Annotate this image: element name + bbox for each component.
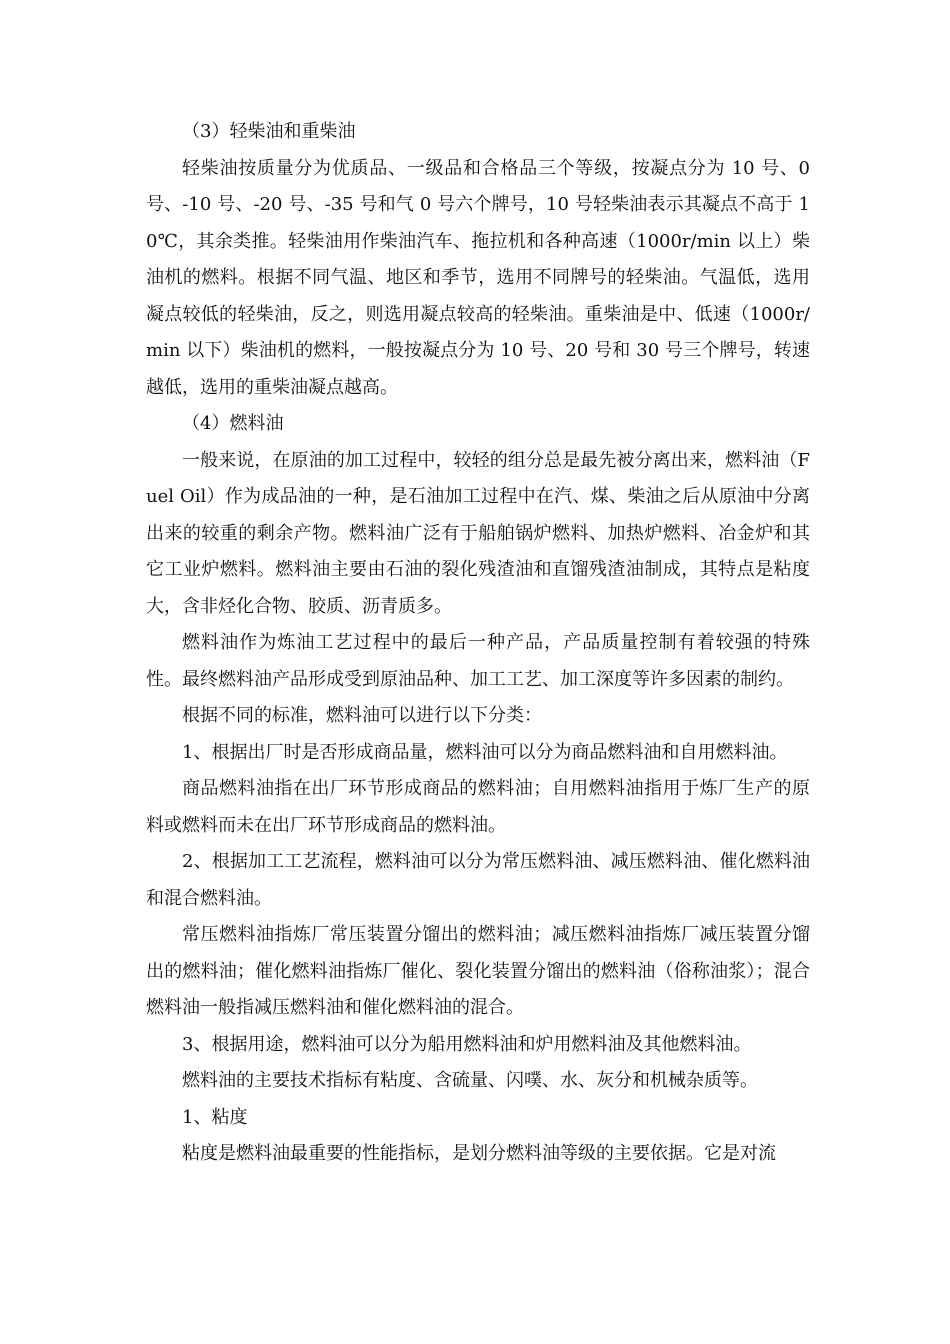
paragraph-classification-1-detail: 商品燃料油指在出厂环节形成商品的燃料油；自用燃料油指用于炼厂生产的原料或燃料而未在出厂环节形成商品的燃料油。: [146, 778, 810, 836]
paragraph-classification-2: 2、根据加工工艺流程，燃料油可以分为常压燃料油、减压燃料油、催化燃料油和混合燃料油。: [146, 851, 810, 909]
section-heading-light-heavy-diesel: （3）轻柴油和重柴油: [182, 121, 356, 142]
paragraph-viscosity: 粘度是燃料油最重要的性能指标，是划分燃料油等级的主要依据。它是对流: [182, 1143, 776, 1164]
paragraph-technical-indicators: 燃料油的主要技术指标有粘度、含硫量、闪噗、水、灰分和机械杂质等。: [182, 1070, 758, 1091]
paragraph-light-diesel: 轻柴油按质量分为优质品、一级品和合格品三个等级，按凝点分为 10 号、0 号、-10 号、-20 号、-35 号和气 0 号六个牌号，10 号轻柴油表示其凝点不高于 10℃，其余类推。轻柴油用作柴油汽车、拖拉机和各种高速（1000r/min 以上）柴油机的燃料。根据不同气温、地区和季节，选用不同牌号的轻柴油。气温低，选用凝点较低的轻柴油，反之，则选用凝点较高的轻柴油。重柴油是中、低速（1000r/min 以下）柴油机的燃料，一般按凝点分为 10 号、20 号和 30 号三个牌号，转速越低，选用的重柴油凝点越高。: [146, 157, 810, 398]
paragraph-fuel-oil-quality: 燃料油作为炼油工艺过程中的最后一种产品，产品质量控制有着较强的特殊性。最终燃料油产品形成受到原油品种、加工工艺、加工深度等许多因素的制约。: [146, 632, 810, 690]
paragraph-fuel-oil-intro: 一般来说，在原油的加工过程中，较轻的组分总是最先被分离出来，燃料油（Fuel Oil）作为成品油的一种，是石油加工过程中在汽、煤、柴油之后从原油中分离出来的较重的剩余产物。燃料油广泛有于船舶锅炉燃料、加热炉燃料、冶金炉和其它工业炉燃料。燃料油主要由石油的裂化残渣油和直馏残渣油制成，其特点是粘度大，含非烃化合物、胶质、沥青质多。: [146, 449, 810, 617]
paragraph-classification-2-detail: 常压燃料油指炼厂常压装置分馏出的燃料油；减压燃料油指炼厂减压装置分馏出的燃料油；催化燃料油指炼厂催化、裂化装置分馏出的燃料油（俗称油浆）；混合燃料油一般指减压燃料油和催化燃料油的混合。: [146, 924, 810, 1018]
paragraph-classification-3: 3、根据用途，燃料油可以分为船用燃料油和炉用燃料油及其他燃料油。: [182, 1033, 752, 1055]
paragraph-classification-intro: 根据不同的标准，燃料油可以进行以下分类：: [182, 705, 542, 726]
section-heading-fuel-oil: （4）燃料油: [182, 413, 284, 434]
paragraph-classification-1: 1、根据出厂时是否形成商品量，燃料油可以分为商品燃料油和自用燃料油。: [182, 741, 788, 763]
section-heading-viscosity: 1、粘度: [182, 1106, 248, 1128]
document-body: [146, 114, 810, 1173]
